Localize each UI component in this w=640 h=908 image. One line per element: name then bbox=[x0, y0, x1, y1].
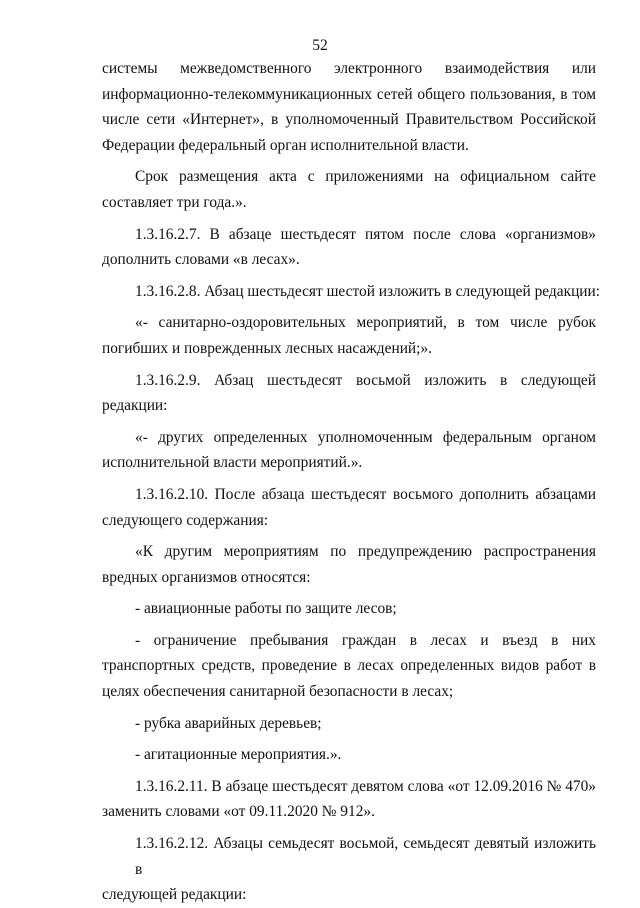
text-line: погибших и поврежденных лесных насаждений;». bbox=[102, 339, 432, 357]
paragraph bbox=[102, 539, 596, 590]
text-line: - агитационные мероприятия.». bbox=[135, 746, 342, 764]
text-line: «- санитарно-оздоровительных мероприятий, в том числе рубок bbox=[135, 314, 596, 332]
paragraph bbox=[102, 368, 596, 419]
paragraph bbox=[102, 222, 596, 273]
paragraph bbox=[102, 774, 596, 825]
text-line: числе сети «Интернет», в уполномоченный Правительством Российской bbox=[102, 111, 596, 129]
text-line: заменить словами «от 09.11.2020 № 912». bbox=[102, 803, 375, 821]
text-line: 1.3.16.2.11. В абзаце шестьдесят девятом слова «от 12.09.2016 № 470» bbox=[135, 777, 596, 795]
text-line: исполнительной власти мероприятий.». bbox=[102, 454, 363, 472]
text-line: Срок размещения акта с приложениями на официальном сайте bbox=[135, 168, 596, 186]
text-line: редакции: bbox=[102, 397, 168, 415]
text-line: - ограничение пребывания граждан в лесах и въезд в них bbox=[135, 631, 596, 649]
text-line: информационно-телекоммуникационных сетей общего пользования, в том bbox=[102, 85, 596, 103]
text-line: составляет три года.». bbox=[102, 193, 247, 211]
text-line: - рубка аварийных деревьев; bbox=[135, 714, 322, 732]
text-line: целях обеспечения санитарной безопасности в лесах; bbox=[102, 683, 454, 701]
text-line: следующего содержания: bbox=[102, 511, 269, 529]
paragraph bbox=[102, 628, 596, 705]
paragraph bbox=[102, 742, 596, 768]
paragraph bbox=[102, 711, 596, 737]
text-line: «К другим мероприятиям по предупреждению распространения bbox=[135, 543, 596, 561]
paragraph bbox=[102, 596, 596, 622]
text-line: 1.3.16.2.9. Абзац шестьдесят восьмой изложить в следующей bbox=[135, 371, 596, 389]
page-number: 52 bbox=[312, 37, 328, 54]
text-line: транспортных средств, проведение в лесах определенных видов работ в bbox=[102, 657, 596, 675]
paragraph bbox=[102, 279, 601, 305]
text-line: «- других определенных уполномоченным федеральным органом bbox=[135, 428, 596, 446]
text-line: следующей редакции: bbox=[102, 886, 247, 904]
document-body bbox=[102, 56, 601, 908]
text-line: Федерации федеральный орган исполнительной власти. bbox=[102, 136, 469, 154]
text-line: 1.3.16.2.8. Абзац шестьдесят шестой изложить в следующей редакции: bbox=[135, 282, 601, 300]
text-line: системы межведомственного электронного взаимодействия или bbox=[102, 60, 596, 77]
paragraph bbox=[102, 425, 596, 476]
text-line: 1.3.16.2.10. После абзаца шестьдесят восьмого дополнить абзацами bbox=[135, 485, 596, 503]
text-line: 1.3.16.2.7. В абзаце шестьдесят пятом после слова «организмов» bbox=[135, 225, 596, 243]
paragraph bbox=[102, 831, 596, 908]
text-line: вредных организмов относятся: bbox=[102, 568, 311, 586]
text-line: дополнить словами «в лесах». bbox=[102, 251, 300, 269]
paragraph bbox=[102, 310, 596, 361]
paragraph bbox=[102, 164, 596, 215]
text-line: 1.3.16.2.12. Абзацы семьдесят восьмой, семьдесят девятый изложить в bbox=[135, 835, 596, 878]
paragraph bbox=[102, 482, 596, 533]
text-line: - авиационные работы по защите лесов; bbox=[135, 600, 397, 618]
paragraph bbox=[102, 56, 596, 158]
